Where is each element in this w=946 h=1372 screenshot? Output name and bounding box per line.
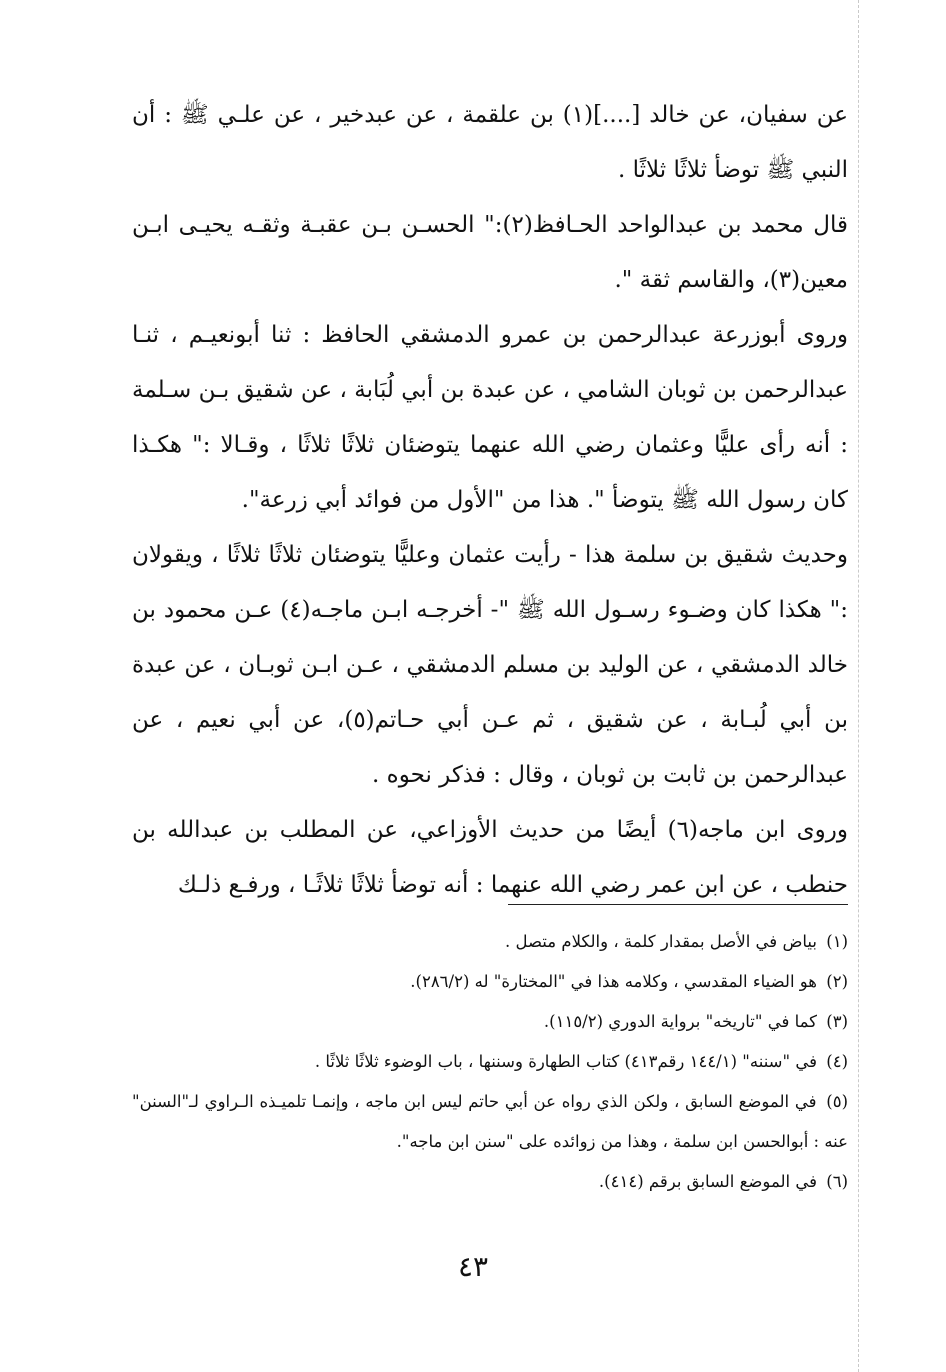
footnote-number: (١): [826, 932, 848, 951]
footnote-text: هو الضياء المقدسي ، وكلامه هذا في "المختارة" له (٢٨٦/٢).: [410, 972, 817, 991]
footnote-number: (٦): [826, 1172, 848, 1191]
footnote: [132, 962, 848, 1002]
footnote-text: في الموضع السابق برقم (٤١٤).: [598, 1172, 817, 1191]
footnote-text: بياض في الأصل بمقدار كلمة ، والكلام متصل .: [505, 932, 817, 951]
footnote-text: في الموضع السابق ، ولكن الذي رواه عن أبي حاتم ليس ابن ماجه ، وإنمـا تلميـذه الـراوي لـ"السنن" عنه : أبوالحسن ابن سلمة ، وهذا من زوائده على "سنن ابن ماجه".: [132, 1092, 848, 1151]
footnote: [132, 1162, 848, 1202]
footnote: [132, 922, 848, 962]
footnote-number: (٥): [826, 1092, 848, 1111]
footnote-separator: [508, 904, 848, 905]
footnote-number: (٢): [826, 972, 848, 991]
footnote-text: في "سننه" (١٤٤/١ رقم٤١٣) كتاب الطهارة وسننها ، باب الوضوء ثلاثًا ثلاثًا .: [314, 1052, 817, 1071]
footnote-number: (٣): [826, 1012, 848, 1031]
footnote-number: (٤): [826, 1052, 848, 1071]
paragraph-1: عن سفيان، عن خالد [....](١) بن علقمة ، عن عبدخير ، عن علـي ﷺ : أن النبي ﷺ توضأ ثلاثًا ثلاثًا .: [132, 102, 848, 183]
scan-edge-line: [858, 0, 859, 1372]
paragraph-5: وروى ابن ماجه(٦) أيضًا من حديث الأوزاعي، عن المطلب بن عبدالله بن حنطب ، عن ابن عمر رضي الله عنهما : أنه توضأ ثلاثًا ثلاثًـا ، ورفـع ذلـك: [132, 817, 848, 898]
footnote-text: كما في "تاريخه" برواية الدوري (١١٥/٢).: [543, 1012, 817, 1031]
footnote: [132, 1042, 848, 1082]
footnotes: [132, 922, 848, 1202]
footnote: [132, 1002, 848, 1042]
paragraph-2: قال محمد بن عبدالواحد الحـافظ(٢):" الحسـن بـن عقبـة وثقـه يحيـى ابـن معين(٣)، والقاسم ثقة ".: [132, 212, 848, 293]
page-number: ٤٣: [457, 1250, 489, 1283]
paragraph-4: وحديث شقيق بن سلمة هذا - رأيت عثمان وعليًّا يتوضئان ثلاثًا ثلاثًا ، ويقولان :" هكذا كان وضـوء رسـول الله ﷺ "- أخرجـه ابـن ماجـه(٤) عـن محمود بن خالد الدمشقي ، عن الوليد بن مسلم الدمشقي ، عـن ابـن ثوبـان ، عن عبدة بن أبي لُبـابة ، عن شقيق ، ثم عـن أبي حـاتم(٥)، عن أبي نعيم ، عن عبدالرحمن بن ثابت بن ثوبان ، وقال : فذكر نحوه .: [132, 542, 849, 788]
paragraph-3: وروى أبوزرعة عبدالرحمن بن عمرو الدمشقي الحافظ : ثنا أبونعيـم ، ثنـا عبدالرحمن بن ثوبان الشامي ، عن عبدة بن أبي لُبَابة ، عن شقيق بـن سـلمة : أنه رأى عليًّا وعثمان رضي الله عنهما يتوضئان ثلاثًا ثلاثًا ، وقـالا :" هكـذا كان رسول الله ﷺ يتوضأ ". هذا من "الأول من فوائد أبي زرعة".: [132, 322, 848, 513]
main-text: [132, 88, 848, 913]
footnote: [132, 1082, 848, 1162]
